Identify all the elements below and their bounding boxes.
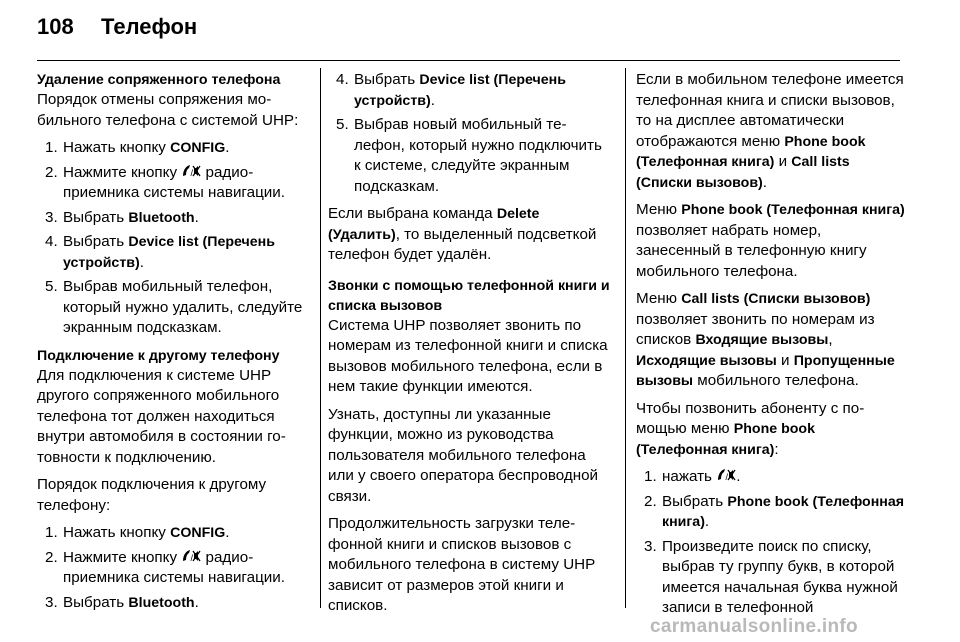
paragraph: Система UHP позволяет звонить по номерам из телефонной книги и списка вызовов мобильного телефона, если в нем такие функции имеются. — [328, 316, 608, 395]
column-3 — [636, 70, 906, 626]
svg-text:/: / — [190, 167, 194, 178]
step-number: 3. — [45, 593, 58, 611]
list-item: 2. Нажмите кнопку / радиоприемника системы навигации. — [45, 548, 285, 586]
column-2 — [328, 70, 610, 624]
section-heading-delete-phone: Удаление сопряженного телефона — [37, 72, 281, 88]
list-item: 3. Выбрать Bluetooth. — [37, 593, 305, 614]
step-number: 1. — [45, 139, 58, 156]
paragraph: Если в мобильном телефоне имеется телефонная книга и списки вызовов, то на дисплее автоматически отображаются меню Phone book (Телефонная книга) и Call lists (Списки вызовов). — [636, 71, 904, 191]
step-number: 2. — [45, 163, 58, 181]
steps-list — [37, 523, 305, 613]
steps-list — [328, 70, 610, 197]
step-number: 4. — [336, 71, 349, 88]
paragraph: Узнать, доступны ли указанные функции, можно из руководства пользователя мобильного телефона или у своего оператора беспроводной связи. — [328, 405, 599, 505]
list-item: 2. Нажмите кнопку / радиоприемника системы навигации. — [45, 163, 285, 201]
phone-mute-icon — [181, 548, 201, 564]
paragraph: Чтобы позвонить абоненту с помощью меню Phone book (Телефонная книга): — [636, 399, 865, 458]
steps-list — [37, 138, 305, 339]
step-number: 2. — [644, 492, 657, 510]
section-heading-calls: Звонки с помощью телефонной книги и списка вызовов — [328, 277, 610, 314]
column-1 — [37, 70, 305, 620]
section-heading-connect-other: Подключение к другому телефону — [37, 347, 280, 364]
step-number: 1. — [45, 524, 58, 541]
phone-mute-icon — [716, 467, 736, 483]
step-number: 5. — [336, 116, 349, 133]
page-header — [37, 14, 197, 54]
column-divider — [320, 68, 321, 608]
list-item: 1. Нажать кнопку CONFIG. — [37, 138, 305, 159]
watermark: carmanualsonline.info — [650, 616, 858, 637]
paragraph: Продолжительность загрузки телефонной книги и списков вызовов с мобильного телефона в систему UHP зависит от размеров этой книги и списков. — [328, 515, 595, 614]
step-number: 4. — [45, 233, 58, 250]
step-number: 2. — [45, 548, 58, 566]
page-title: Телефон — [101, 14, 198, 39]
list-item: 3. Выбрать Bluetooth. — [37, 208, 305, 229]
paragraph: Меню Call lists (Списки вызовов) позволяет звонить по номерам из списков Входящие вызовы, Исходящие вызовы и Пропущенные вызовы мобильного телефона. — [636, 290, 895, 389]
paragraph: Порядок отмены сопряжения мобильного телефона с системой UHP: — [37, 91, 299, 129]
column-divider — [625, 68, 626, 608]
list-item: 5. Выбрав новый мобильный телефон, который нужно подключить к системе, следуйте экранным подсказкам. — [336, 116, 602, 195]
step-number: 1. — [644, 468, 657, 485]
list-item: 5. Выбрав мобильный телефон, который нужно удалить, следуйте экранным подсказкам. — [45, 278, 303, 336]
steps-list — [636, 467, 906, 619]
svg-text:/: / — [725, 472, 729, 482]
paragraph-delete: Если выбрана команда Delete (Удалить), то выделенный подсветкой телефон будет удалён. — [328, 205, 597, 263]
header-rule — [37, 60, 900, 61]
step-number: 3. — [644, 537, 657, 555]
phone-mute-icon — [181, 163, 201, 179]
paragraph: Меню Phone book (Телефонная книга) позволяет набрать номер, занесенный в телефонную книгу мобильного телефона. — [636, 201, 905, 280]
list-item: 3. Произведите поиск по списку, выбрав ту группу букв, в которой имеется начальная буква нужной записи в телефонной — [644, 537, 898, 616]
page-number: 108 — [37, 14, 74, 39]
list-item: 4. Выбрать Device list (Перечень устройств). — [45, 233, 275, 271]
step-number: 3. — [45, 208, 58, 226]
list-item: 1. нажать / . — [636, 467, 906, 488]
list-item: 4. Выбрать Device list (Перечень устройств). — [336, 71, 566, 109]
paragraph: Порядок подключения к другому телефону: — [37, 476, 267, 514]
list-item: 2. Выбрать Phone book (Телефонная книга). — [644, 492, 905, 530]
svg-text:/: / — [190, 552, 194, 563]
paragraph: Для подключения к системе UHP другого сопряженного мобильного телефона тот должен находиться внутри автомобиля в состоянии готовности к подключению. — [37, 366, 286, 466]
list-item: 1. Нажать кнопку CONFIG. — [37, 523, 305, 544]
step-number: 5. — [45, 278, 58, 295]
